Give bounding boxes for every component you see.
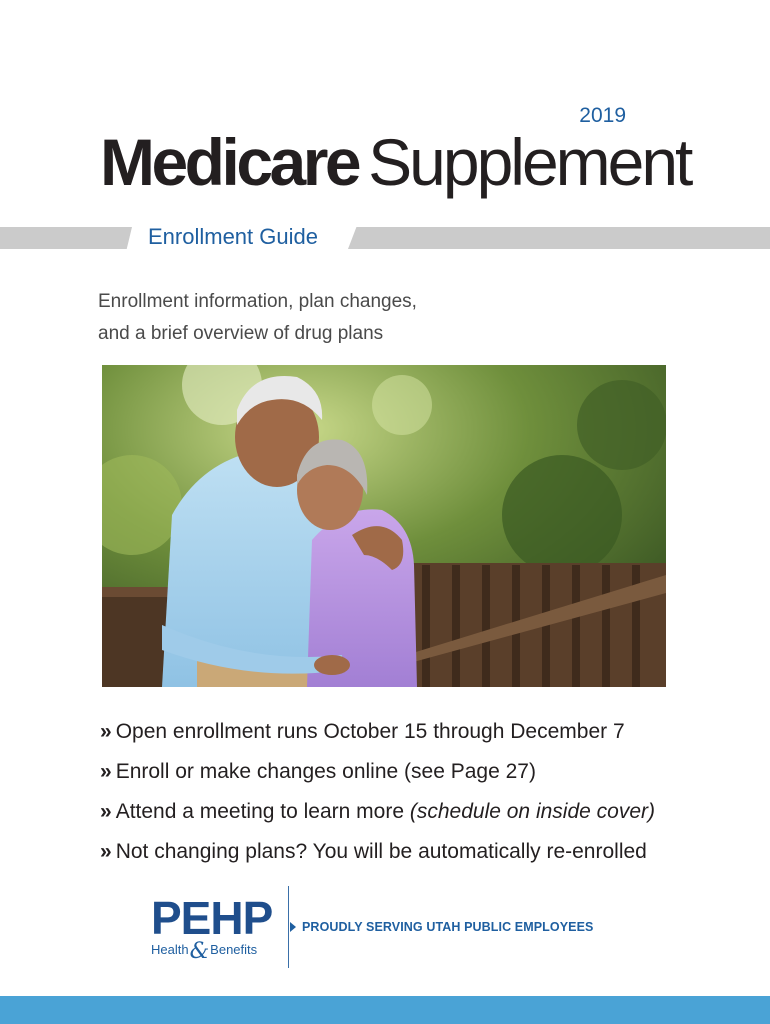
logo-letters: PEHP — [151, 892, 273, 944]
couple-photo — [102, 365, 666, 687]
bullet-list — [100, 712, 740, 872]
list-item — [100, 792, 740, 832]
logo-tagline — [151, 939, 257, 964]
band-left-stripe — [0, 227, 132, 249]
title-bold-word: Medicare — [100, 125, 359, 199]
bullet-text: Attend a meeting to learn more — [115, 800, 410, 823]
band-right-stripe — [348, 227, 770, 249]
title-light-word: Supplement — [368, 125, 691, 199]
arrow-right-icon — [290, 922, 296, 932]
logo-divider — [288, 886, 289, 968]
bullet-italic-note: (schedule on inside cover) — [409, 800, 655, 823]
list-item — [100, 712, 740, 752]
subtitle-line-1: Enrollment information, plan changes, — [98, 291, 417, 312]
enrollment-guide-label: Enrollment Guide — [148, 224, 318, 249]
logo-health: Health — [151, 942, 189, 957]
bullet-marker: » — [100, 760, 112, 783]
list-item — [100, 832, 740, 872]
subtitle-line-2: and a brief overview of drug plans — [98, 323, 384, 344]
pehp-logo — [151, 892, 281, 965]
couple-photo-illustration — [102, 365, 666, 687]
bullet-marker: » — [100, 840, 112, 863]
year-label: 2019 — [579, 104, 626, 127]
bullet-text: Not changing plans? You will be automatically re-enrolled — [115, 840, 647, 863]
bullet-text: Enroll or make changes online (see Page 27) — [115, 760, 536, 783]
logo-ampersand: & — [189, 939, 210, 964]
guide-band — [0, 227, 770, 249]
bullet-marker: » — [100, 800, 112, 823]
page-title — [100, 124, 700, 200]
bullet-text: Open enrollment runs October 15 through December 7 — [115, 720, 625, 743]
footer-tagline: PROUDLY SERVING UTAH PUBLIC EMPLOYEES — [302, 920, 594, 934]
bullet-marker: » — [100, 720, 112, 743]
bottom-bar — [0, 996, 770, 1024]
list-item — [100, 752, 740, 792]
logo-benefits: Benefits — [210, 942, 258, 957]
subtitle — [98, 286, 518, 350]
